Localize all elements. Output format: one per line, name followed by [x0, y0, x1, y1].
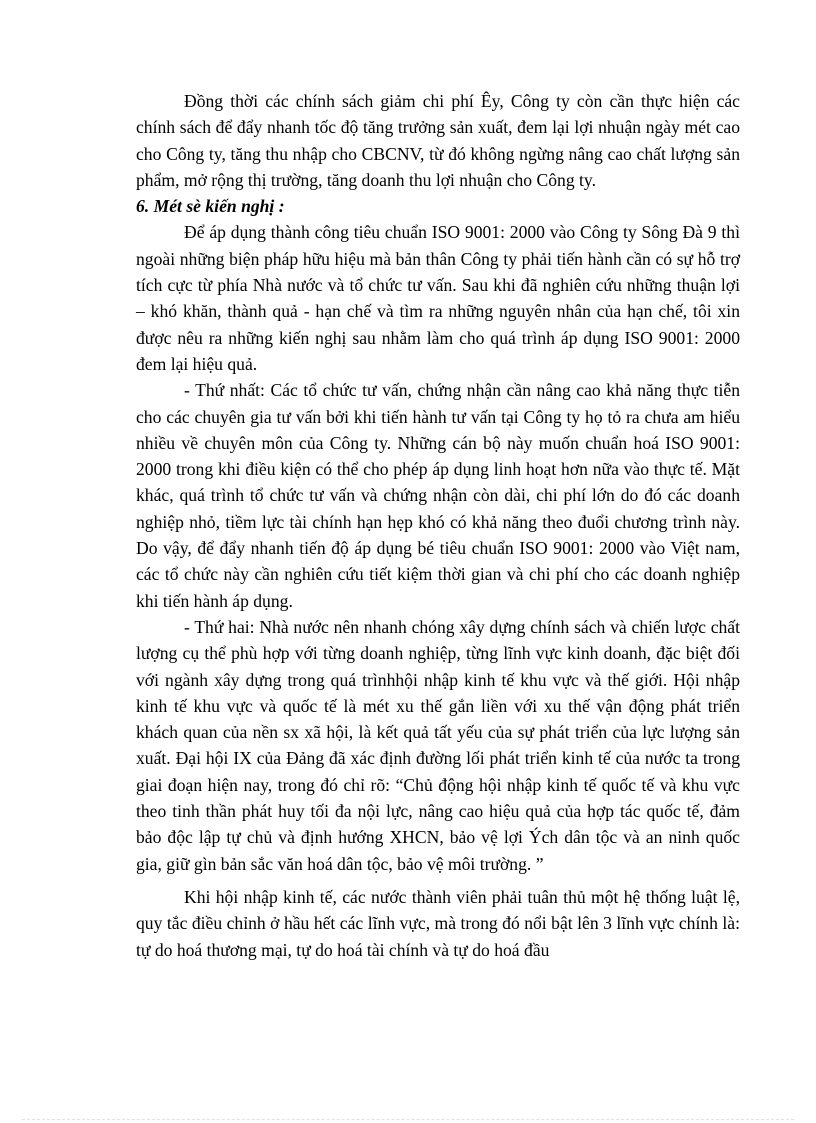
page-bottom-divider	[22, 1119, 794, 1120]
paragraph-iso-support: Để áp dụng thành công tiêu chuẩn ISO 9001: 2000 vào Công ty Sông Đà 9 thì ngoài những biện pháp hữu hiệu mà bản thân Công ty phải tiến hành cần có sự hỗ trợ tích cực từ phía Nhà nước và tổ chức tư vấn. Sau khi đã nghiên cứu những thuận lợi – khó khăn, thành quả - hạn chế và tìm ra những nguyên nhân của hạn chế, tôi xin được nêu ra những kiến nghị sau nhằm làm cho quá trình áp dụng ISO 9001: 2000 đem lại hiệu quả.	[136, 222, 740, 374]
document-page	[136, 88, 740, 963]
paragraph-cost-policies: Đồng thời các chính sách giảm chi phí Êy, Công ty còn cần thực hiện các chính sách để đẩy nhanh tốc độ tăng trưởng sản xuất, đem lại lợi nhuận ngày mét cao cho Công ty, tăng thu nhập cho CBCNV, từ đó không ngừng nâng cao chất lượng sản phẩm, mở rộng thị trường, tăng doanh thu lợi nhuận cho Công ty.	[136, 91, 740, 190]
paragraph-economic-integration: Khi hội nhập kinh tế, các nước thành viên phải tuân thủ một hệ thống luật lệ, quy tắc điều chỉnh ở hầu hết các lĩnh vực, mà trong đó nổi bật lên 3 lĩnh vực chính là: tự do hoá thương mại, tự do hoá tài chính và tự do hoá đầu	[136, 886, 740, 960]
section-heading-recommendations: 6. Mét sè kiến nghị :	[136, 196, 285, 217]
paragraph-second-recommendation: - Thứ hai: Nhà nước nên nhanh chóng xây dựng chính sách và chiến lược chất lượng cụ thể phù hợp với từng doanh nghiệp, từng lĩnh vực kinh doanh, đặc biệt đối với ngành xây dựng trong quá trìnhhội nhập kinh tế khu vực và thế giới. Hội nhập kinh tế khu vực và quốc tế là mét xu thế gắn liền với xu thế vận động phát triển khách quan của nền sx xã hội, là kết quả tất yếu của sự phát triển của lực lượng sản xuất. Đại hội IX của Đảng đã xác định đường lối phát triển kinh tế của nước ta trong giai đoạn hiện nay, trong đó chỉ rõ: “Chủ động hội nhập kinh tế quốc tế và khu vực theo tinh thần phát huy tối đa nội lực, nâng cao hiệu quả của hợp tác quốc tế, đảm bảo độc lập tự chủ và định hướng XHCN, bảo vệ lợi Ých dân tộc và an ninh quốc gia, giữ gìn bản sắc văn hoá dân tộc, bảo vệ môi trường. ”	[136, 616, 740, 874]
paragraph-first-recommendation: - Thứ nhất: Các tổ chức tư vấn, chứng nhận cần nâng cao khả năng thực tiễn cho các chuyên gia tư vấn bởi khi tiến hành tư vấn tại Công ty họ tỏ ra chưa am hiểu nhiều về chuyên môn của Công ty. Những cán bộ này muốn chuẩn hoá ISO 9001: 2000 trong khi điều kiện có thể cho phép áp dụng linh hoạt hơn nữa vào thực tế. Mặt khác, quá trình tổ chức tư vấn và chứng nhận còn dài, chi phí lớn do đó các doanh nghiệp nhỏ, tiềm lực tài chính hạn hẹp khó có khả năng theo đuổi chương trình này. Do vậy, để đẩy nhanh tiến độ áp dụng bé tiêu chuẩn ISO 9001: 2000 vào Việt nam, các tổ chức này cần nghiên cứu tiết kiệm thời gian và chi phí cho các doanh nghiệp khi tiến hành áp dụng.	[136, 380, 740, 611]
